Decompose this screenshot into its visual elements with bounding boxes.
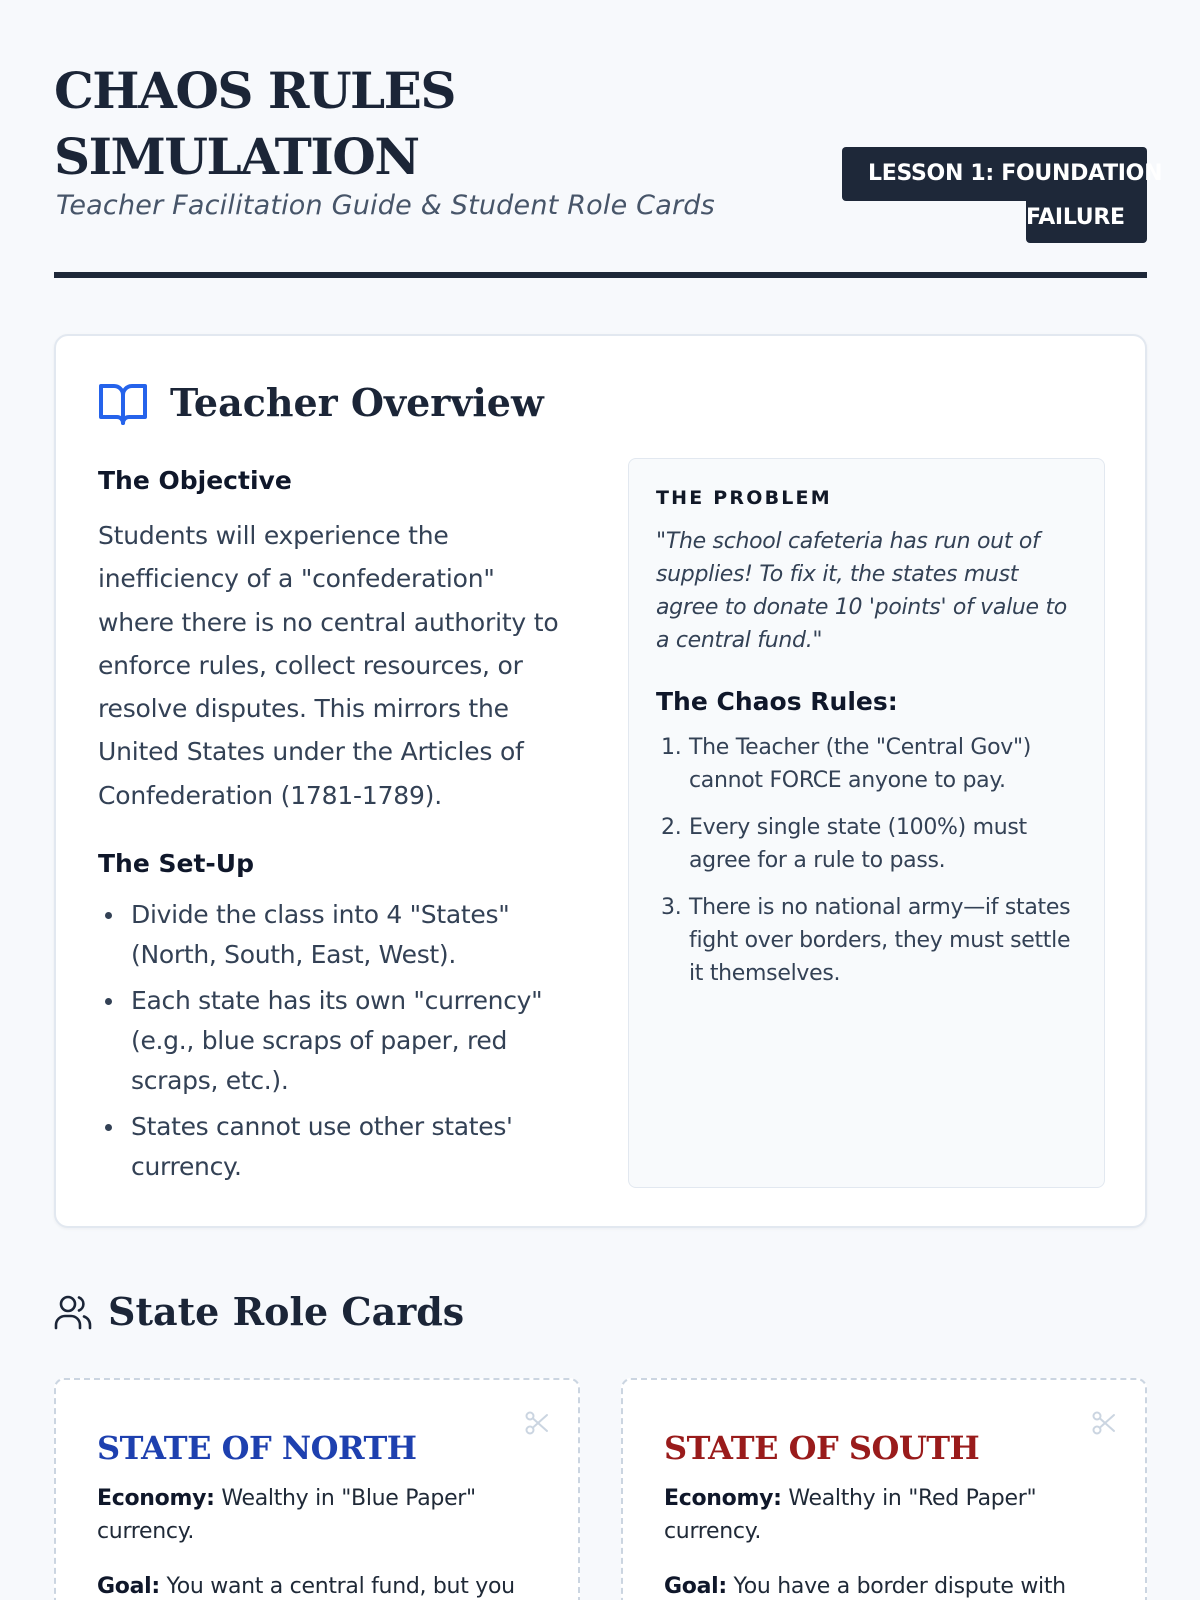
chaos-rules-heading: The Chaos Rules: (656, 687, 898, 716)
page-subtitle: Teacher Facilitation Guide & Student Role Cards (56, 190, 715, 221)
users-icon (54, 1293, 92, 1331)
rule-text: There is no national army—if states fight over borders, they must settle it themselves. (689, 895, 1071, 986)
chaos-rule-item (656, 731, 1076, 797)
economy-label: Economy: (97, 1486, 215, 1511)
chaos-rules-list (656, 731, 1076, 1004)
rule-number: 3. (661, 895, 682, 920)
objective-text: Students will experience the inefficiency of a "confederation" where there is no central authority to enforce rules, collect resources, or resolve disputes. This mirrors the United States under the Articles of Confederation (1781-1789). (98, 521, 559, 810)
setup-item: Divide the class into 4 "States" (North, South, East, West). (98, 895, 578, 975)
problem-box (628, 458, 1105, 1188)
state-card-title: STATE OF NORTH (97, 1429, 417, 1467)
rule-number: 1. (661, 735, 682, 760)
lesson-badge (842, 147, 1163, 243)
economy-text: Wealthy in "Red Paper" currency. (664, 1486, 1037, 1544)
economy-text: Wealthy in "Blue Paper" currency. (97, 1486, 476, 1544)
book-open-icon (98, 382, 148, 426)
setup-item: Each state has its own "currency" (e.g., blue scraps of paper, red scraps, etc.). (98, 981, 578, 1101)
scissors-icon (524, 1410, 550, 1436)
role-cards-title: State Role Cards (108, 1289, 465, 1334)
problem-quote: "The school cafeteria has run out of supplies! To fix it, the states must agree to donate 10 'points' of value to a central fund." (656, 529, 1067, 653)
scissors-icon (1091, 1410, 1117, 1436)
page (54, 0, 1163, 1600)
objective-heading: The Objective (98, 466, 292, 495)
chaos-rule-item (656, 891, 1076, 990)
teacher-overview-card (54, 334, 1147, 1228)
lesson-badge-line2: FAILURE (1026, 201, 1147, 243)
overview-left-column (98, 464, 578, 1193)
goal-label: Goal: (97, 1574, 160, 1599)
goal-label: Goal: (664, 1574, 727, 1599)
overview-title: Teacher Overview (170, 380, 544, 425)
state-card-goal (97, 1570, 537, 1600)
problem-label: THE PROBLEM (656, 487, 832, 509)
lesson-badge-line1: LESSON 1: FOUNDATION (842, 147, 1147, 201)
rule-text: The Teacher (the "Central Gov") cannot FORCE anyone to pay. (689, 735, 1032, 793)
rule-text: Every single state (100%) must agree for a rule to pass. (689, 815, 1027, 873)
goal-text: You want a central fund, but you (159, 1574, 515, 1599)
state-card-economy (664, 1482, 1104, 1548)
state-card-goal (664, 1570, 1104, 1600)
rule-number: 2. (661, 815, 682, 840)
state-card-economy (97, 1482, 537, 1548)
setup-item: States cannot use other states' currency. (98, 1107, 578, 1187)
state-card-south (621, 1378, 1147, 1600)
goal-text: You have a border dispute with (726, 1574, 1066, 1599)
state-card-north (54, 1378, 580, 1600)
page-title: CHAOS RULES SIMULATION (54, 61, 455, 186)
setup-heading: The Set-Up (98, 849, 254, 879)
chaos-rule-item (656, 811, 1076, 877)
economy-label: Economy: (664, 1486, 782, 1511)
state-card-title: STATE OF SOUTH (664, 1429, 980, 1467)
header-divider (54, 272, 1147, 278)
page-header (54, 58, 1163, 280)
setup-list (98, 895, 578, 1187)
